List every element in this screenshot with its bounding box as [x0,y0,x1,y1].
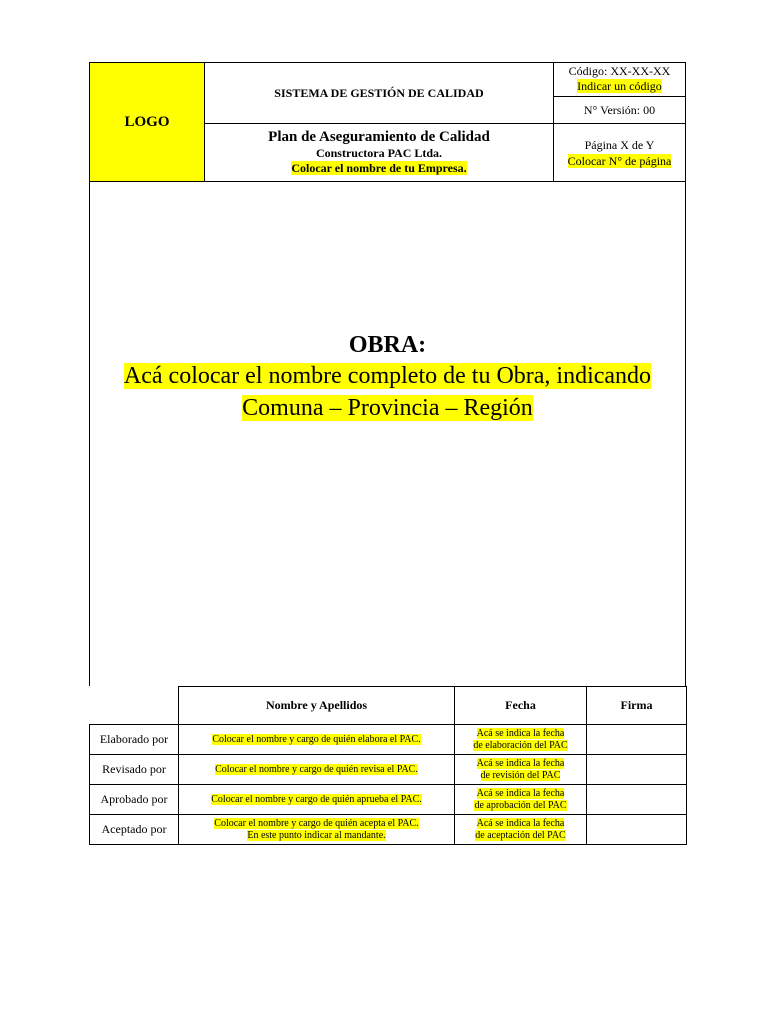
name-text: Colocar el nombre y cargo de quién aprueba el PAC. [211,793,422,805]
company-name: Constructora PAC Ltda. [315,146,443,160]
name-cell [179,725,455,755]
date-cell [455,815,587,845]
date-text-line-2: de revisión del PAC [480,769,561,781]
page-note: Colocar N° de página [567,153,672,168]
table-row [90,785,687,815]
date-cell [455,725,587,755]
code-cell [554,63,685,97]
name-text: Colocar el nombre y cargo de quién revisa el PAC. [215,763,418,775]
signature-table-header [90,687,687,725]
table-row [90,815,687,845]
code-note: Indicar un código [577,79,662,93]
name-cell [179,785,455,815]
date-text-line-2: de elaboración del PAC [473,739,568,751]
obra-label: OBRA: [348,332,427,358]
table-row [90,725,687,755]
signature-cell[interactable] [587,785,687,815]
name-text: Colocar el nombre y cargo de quién acepta el PAC. [214,817,419,829]
header-name: Nombre y Apellidos [179,687,455,725]
date-cell [455,755,587,785]
plan-title: Plan de Aseguramiento de Calidad [268,129,490,145]
name-cell [179,755,455,785]
signature-table [89,686,687,845]
obra-name-line-2: Comuna – Provincia – Región [242,395,533,421]
obra-name-line-1: Acá colocar el nombre completo de tu Obra, indicando [123,363,652,389]
role-cell: Revisado por [90,755,179,785]
role-cell: Elaborado por [90,725,179,755]
role-cell: Aprobado por [90,785,179,815]
name-text-line-2: En este punto indicar al mandante. [247,829,386,841]
page-number: Página X de Y [584,137,655,152]
signature-cell[interactable] [587,755,687,785]
table-row [90,755,687,785]
document-header [89,62,686,182]
date-cell [455,785,587,815]
logo-placeholder: LOGO [90,63,205,181]
date-text-line-1: Acá se indica la fecha [476,817,565,829]
header-blank-cell [90,687,179,725]
signature-cell[interactable] [587,725,687,755]
date-text-line-1: Acá se indica la fecha [476,787,565,799]
obra-block [89,330,686,424]
company-note: Colocar el nombre de tu Empresa. [291,161,467,175]
document-code: Código: XX-XX-XX [568,64,671,78]
date-text-line-2: de aceptación del PAC [475,829,566,841]
date-text-line-1: Acá se indica la fecha [476,757,565,769]
system-title: SISTEMA DE GESTIÓN DE CALIDAD [205,63,554,124]
name-cell [179,815,455,845]
date-text-line-2: de aprobación del PAC [474,799,567,811]
signature-cell[interactable] [587,815,687,845]
role-cell: Aceptado por [90,815,179,845]
header-date: Fecha [455,687,587,725]
name-text: Colocar el nombre y cargo de quién elabora el PAC. [212,733,421,745]
date-text-line-1: Acá se indica la fecha [476,727,565,739]
header-signature: Firma [587,687,687,725]
document-body-frame [89,181,686,686]
plan-cell [205,124,554,181]
page-cell [554,124,685,181]
version-number: N° Versión: 00 [554,97,685,124]
